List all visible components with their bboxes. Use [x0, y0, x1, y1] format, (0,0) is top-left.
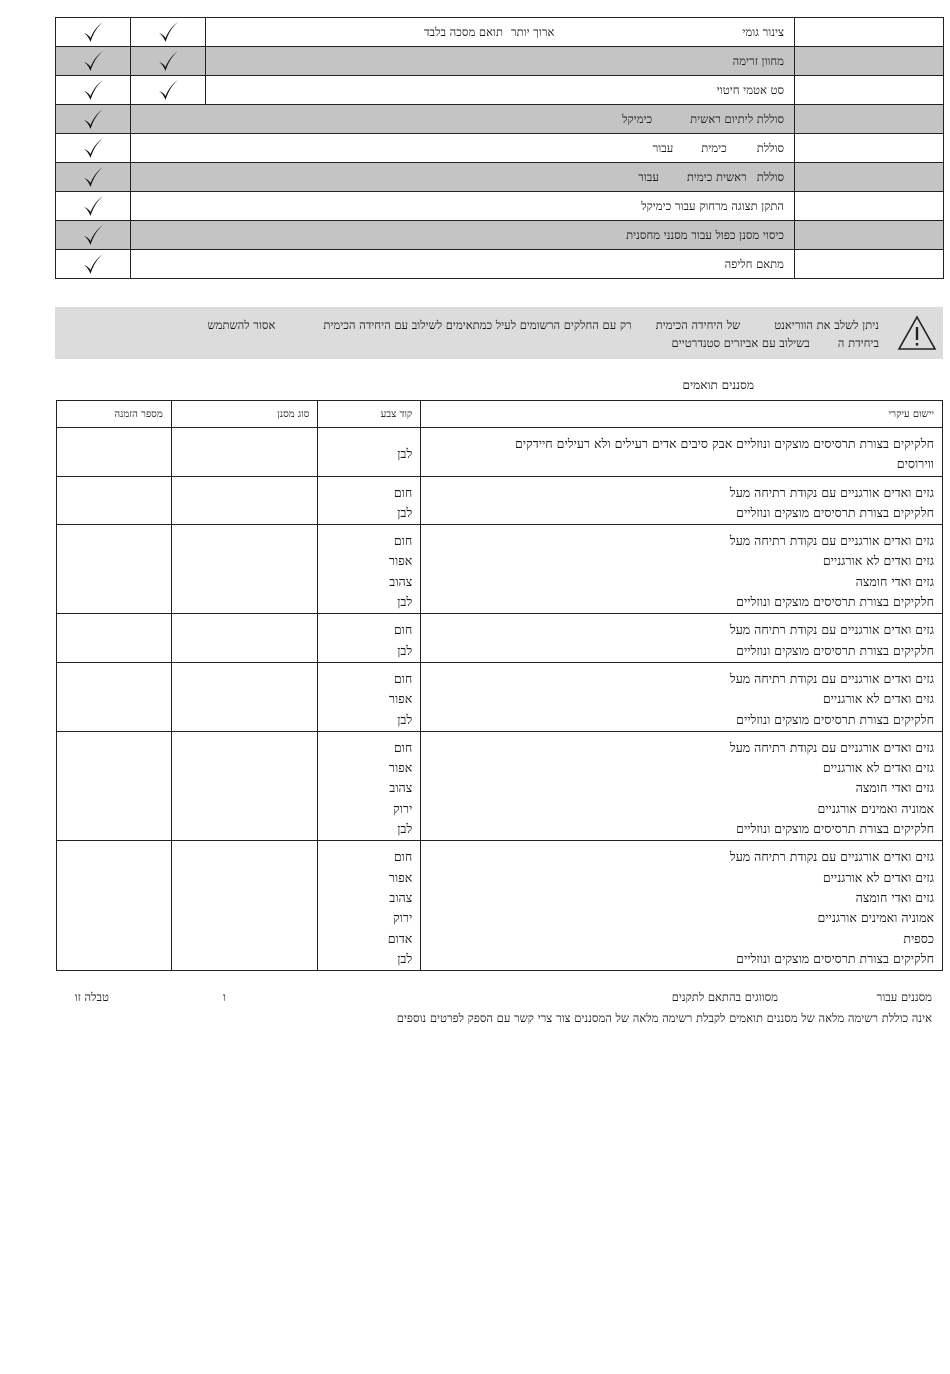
color-code-cell: [318, 476, 421, 525]
accessory-name-segment: עבור: [652, 141, 674, 155]
application-line: גזים ואדים אורגניים עם נקודת רתיחה מעל: [729, 849, 934, 865]
application-line: ווירוסים: [896, 456, 934, 472]
accessory-name-segment: כימית: [701, 141, 727, 155]
order-number-cell: [57, 476, 172, 525]
accessory-name-segment: סוללת ליתיום ראשית: [690, 112, 784, 126]
application-line: גזים ואדים לא אורגניים: [822, 553, 934, 569]
application-line: חלקיקים בצורת תרסיסים מוצקים ונוזליים: [736, 594, 934, 610]
checkmark-icon: [82, 194, 104, 218]
color-code-line: לבן: [397, 504, 413, 520]
filter-type-cell: [171, 841, 318, 971]
accessory-name-segment: מתאם חליפה: [724, 257, 784, 271]
check-cell-1: [56, 105, 131, 134]
filter-row: [57, 841, 943, 971]
application-line: גזים ואדים אורגניים עם נקודת רתיחה מעל: [729, 739, 934, 755]
application-cell: [421, 525, 943, 614]
application-line: חלקיקים בצורת תרסיסים מוצקים ונוזליים: [736, 711, 934, 727]
color-code-line: חום: [393, 533, 413, 549]
application-line: חלקיקים בצורת תרסיסים מוצקים ונוזליים: [736, 821, 934, 837]
color-code-cell: [318, 614, 421, 663]
application-line: אמוניה ואמינים אורגניים: [817, 800, 934, 816]
checkmark-icon: [157, 78, 179, 102]
accessory-name-segment: כיסוי מסנן כפול עבור מסנני מחסנית: [626, 228, 784, 242]
color-code-cell: [318, 841, 421, 971]
checkmark-icon: [82, 49, 104, 73]
empty-cell: [795, 76, 944, 105]
application-line: גזים ואדי חומצה: [855, 889, 934, 905]
accessory-name-segment: עבור: [638, 170, 659, 184]
header-filter-type: סוג מסנן: [171, 401, 318, 428]
filter-type-cell: [171, 476, 318, 525]
check-cell-2: [131, 47, 206, 76]
accessory-name-segment: מחוון זרימה: [732, 54, 784, 68]
empty-cell: [795, 105, 944, 134]
application-cell: [421, 662, 943, 731]
empty-cell: [795, 221, 944, 250]
checkmark-icon: [82, 78, 104, 102]
color-code-line: לבן: [397, 642, 413, 658]
application-line: גזים ואדים אורגניים עם נקודת רתיחה מעל: [729, 670, 934, 686]
check-cell-1: [56, 47, 131, 76]
accessory-name-cell: [206, 76, 795, 105]
warning-text-line-1: [208, 318, 879, 332]
checkmark-icon: [157, 20, 179, 44]
application-line: חלקיקים בצורת תרסיסים מוצקים ונוזליים אבק סיבים אדים רעילים ולא רעילים חיידקים: [514, 436, 934, 451]
application-line: גזים ואדים לא אורגניים: [822, 869, 934, 885]
warning-triangle-icon: [897, 315, 937, 351]
order-number-cell: [57, 525, 172, 614]
check-cell-1: [56, 192, 131, 221]
accessory-row: [56, 18, 944, 47]
accessory-row: [56, 163, 944, 192]
accessory-name-cell: [206, 47, 795, 76]
empty-cell: [795, 250, 944, 279]
accessory-name-cell: [131, 163, 795, 192]
application-line: כספית: [903, 930, 934, 946]
color-code-line: ירוק: [392, 800, 413, 816]
header-order-number: מספר הזמנה: [57, 401, 172, 428]
warning-text-segment: בשילוב עם אביזרים סטנדרטיים: [671, 336, 810, 350]
filter-row: [57, 614, 943, 663]
color-code-line: אפור: [388, 869, 413, 885]
color-code-line: חום: [393, 739, 413, 755]
accessory-name-segment: ארוך יותר: [510, 25, 555, 39]
color-code-line: אפור: [388, 691, 413, 707]
footnote-segment: טבלה זו: [74, 990, 109, 1004]
checkmark-icon: [82, 20, 104, 44]
footnote-segment: ו: [223, 990, 226, 1004]
application-line: גזים ואדי חומצה: [855, 573, 934, 589]
warning-text-segment: אסור להשתמש: [207, 318, 276, 332]
accessory-name-segment: התקן תצוגה מרחוק עבור כימיקל: [641, 199, 784, 213]
order-number-cell: [57, 841, 172, 971]
accessories-table: [55, 17, 944, 279]
filter-row: [57, 662, 943, 731]
application-line: חלקיקים בצורת תרסיסים מוצקים ונוזליים: [736, 642, 934, 658]
filter-type-cell: [171, 428, 318, 477]
warning-box: [55, 307, 943, 359]
accessory-name-cell: [206, 18, 795, 47]
accessory-row: [56, 76, 944, 105]
warning-text-segment: ביחידת ה: [837, 336, 879, 350]
color-code-cell: [318, 428, 421, 477]
filters-header-row: [57, 401, 943, 428]
accessory-row: [56, 47, 944, 76]
application-line: חלקיקים בצורת תרסיסים מוצקים ונוזליים: [736, 504, 934, 520]
accessory-name-segment: כימיקל: [622, 112, 653, 126]
application-line: אמוניה ואמינים אורגניים: [817, 910, 934, 926]
application-line: גזים ואדים אורגניים עם נקודת רתיחה מעל: [729, 533, 934, 549]
filter-type-cell: [171, 525, 318, 614]
checkmark-icon: [82, 136, 104, 160]
color-code-line: אפור: [388, 553, 413, 569]
check-cell-1: [56, 163, 131, 192]
check-cell-2: [131, 76, 206, 105]
accessory-name-cell: [131, 221, 795, 250]
application-line: חלקיקים בצורת תרסיסים מוצקים ונוזליים: [736, 950, 934, 966]
footnote-segment: מסננים עבור: [876, 990, 932, 1004]
accessory-row: [56, 105, 944, 134]
checkmark-icon: [82, 223, 104, 247]
application-line: גזים ואדים אורגניים עם נקודת רתיחה מעל: [729, 484, 934, 500]
color-code-line: לבן: [397, 950, 413, 966]
application-cell: [421, 841, 943, 971]
color-code-line: חום: [393, 622, 413, 638]
color-code-line: לבן: [397, 821, 413, 837]
footnote-line-2: אינה כוללת רשימה מלאה של מסננים תואמים לקבלת רשימה מלאה של המסננים צור צרי קשר עם הספק לפרטים נוספים: [396, 1011, 932, 1025]
accessory-name-cell: [131, 250, 795, 279]
check-cell-1: [56, 76, 131, 105]
order-number-cell: [57, 614, 172, 663]
application-cell: [421, 614, 943, 663]
filters-table: [56, 400, 943, 971]
application-line: גזים ואדים לא אורגניים: [822, 691, 934, 707]
accessory-row: [56, 250, 944, 279]
color-code-cell: [318, 525, 421, 614]
application-cell: [421, 428, 943, 477]
empty-cell: [795, 18, 944, 47]
order-number-cell: [57, 731, 172, 841]
filter-row: [57, 428, 943, 477]
application-cell: [421, 731, 943, 841]
color-code-line: ירוק: [392, 910, 413, 926]
accessory-name-segment: סוללת: [756, 141, 784, 155]
warning-text-segment: רק עם החלקים הרשומים לעיל כמתאימים לשילוב עם היחידה הכימית: [323, 318, 632, 332]
header-color-code: קוד צבע: [318, 401, 421, 428]
color-code-line: חום: [393, 849, 413, 865]
empty-cell: [795, 134, 944, 163]
application-line: גזים ואדי חומצה: [855, 780, 934, 796]
accessory-row: [56, 192, 944, 221]
color-code-line: לבן: [397, 446, 413, 461]
filters-section-title: מסננים תואמים: [682, 378, 754, 392]
checkmark-icon: [82, 165, 104, 189]
accessory-name-cell: [131, 192, 795, 221]
filter-type-cell: [171, 662, 318, 731]
accessory-name-cell: [131, 134, 795, 163]
filter-row: [57, 476, 943, 525]
filter-type-cell: [171, 731, 318, 841]
order-number-cell: [57, 662, 172, 731]
warning-text-line-2: [672, 336, 879, 350]
color-code-line: לבן: [397, 711, 413, 727]
footnote-line-1: [56, 990, 932, 1008]
warning-text-segment: ניתן לשלב את הווריאנט: [774, 318, 879, 332]
accessory-row: [56, 221, 944, 250]
check-cell-1: [56, 250, 131, 279]
accessory-name-segment: ראשית כימית: [686, 170, 747, 184]
application-line: גזים ואדים לא אורגניים: [822, 760, 934, 776]
checkmark-icon: [82, 107, 104, 131]
check-cell-1: [56, 18, 131, 47]
filter-row: [57, 525, 943, 614]
color-code-line: אדום: [387, 930, 413, 946]
warning-text-segment: של היחידה הכימית: [655, 318, 741, 332]
color-code-line: צהוב: [389, 780, 413, 796]
color-code-line: חום: [393, 484, 413, 500]
filter-row: [57, 731, 943, 841]
empty-cell: [795, 47, 944, 76]
accessory-name-cell: [131, 105, 795, 134]
empty-cell: [795, 192, 944, 221]
application-line: גזים ואדים אורגניים עם נקודת רתיחה מעל: [729, 622, 934, 638]
filter-type-cell: [171, 614, 318, 663]
color-code-cell: [318, 662, 421, 731]
checkmark-icon: [82, 252, 104, 276]
accessory-row: [56, 134, 944, 163]
application-cell: [421, 476, 943, 525]
color-code-line: אפור: [388, 760, 413, 776]
color-code-line: חום: [393, 670, 413, 686]
color-code-line: צהוב: [389, 889, 413, 905]
check-cell-1: [56, 134, 131, 163]
footnote-segment: מסווגים בהתאם לתקנים: [671, 990, 778, 1004]
order-number-cell: [57, 428, 172, 477]
checkmark-icon: [157, 49, 179, 73]
empty-cell: [795, 163, 944, 192]
color-code-cell: [318, 731, 421, 841]
color-code-line: לבן: [397, 594, 413, 610]
check-cell-2: [131, 18, 206, 47]
accessory-name-segment: צינור גומי: [742, 25, 784, 39]
check-cell-1: [56, 221, 131, 250]
accessory-name-segment: סוללת: [756, 170, 784, 184]
color-code-line: צהוב: [389, 573, 413, 589]
accessory-name-segment: סט אטמי חיטוי: [716, 83, 784, 97]
header-application: יישום עיקרי: [421, 401, 943, 428]
accessory-name-segment: תואם מסכה בלבד: [424, 25, 503, 39]
